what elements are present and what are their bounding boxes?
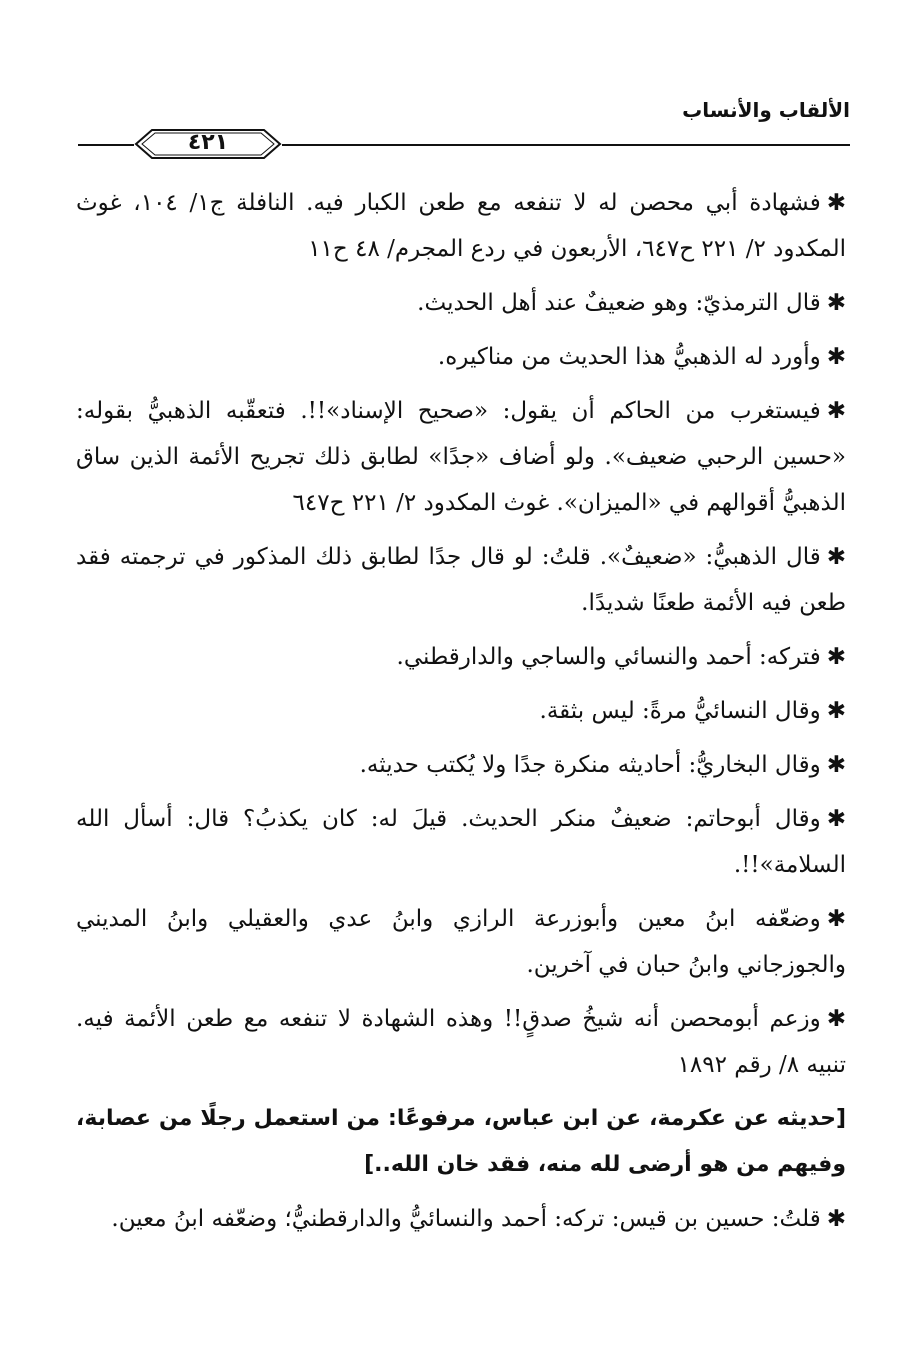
paragraph-text: وأورد له الذهبيُّ هذا الحديث من مناكيره. (437, 344, 821, 370)
asterisk-bullet: ✱ (826, 290, 846, 316)
hadith-quote-text: [حديثه عن عكرمة، عن ابن عباس، مرفوعًا: من استعمل رجلًا من عصابة، وفيهم من هو أرضى لله منه، فقد خان الله..] (76, 1106, 846, 1177)
page-number-frame (134, 126, 282, 162)
paragraph-text: فيستغرب من الحاكم أن يقول: «صحيح الإسناد»!!. فتعقّبه الذهبيُّ بقوله: «حسين الرحبي ضعيف». ولو أضاف «جدًا» لطابق ذلك تجريح الأئمة الذين ساق الذهبيُّ أقوالهم في «الميزان». غوث المكدود ٢/ ٢٢١ ح٦٤٧ (76, 398, 846, 516)
paragraph-text: وقال البخاريُّ: أحاديثه منكرة جدًا ولا يُكتب حديثه. (359, 752, 821, 778)
paragraph-text: فتركه: أحمد والنسائي والساجي والدارقطني. (396, 644, 821, 670)
paragraph-text: وقال النسائيُّ مرةً: ليس بثقة. (539, 698, 821, 724)
paragraph-text: فشهادة أبي محصن له لا تنفعه مع طعن الكبار فيه. النافلة ج١/ ١٠٤، غوث المكدود ٢/ ٢٢١ ح٦٤٧، الأربعون في ردع المجرم/ ٤٨ ح١١ (76, 190, 846, 262)
running-title: الألقاب والأنساب (682, 98, 850, 122)
page-body (76, 180, 846, 1250)
asterisk-bullet: ✱ (826, 644, 846, 670)
paragraph (76, 280, 846, 326)
asterisk-bullet: ✱ (826, 1006, 846, 1032)
paragraph (76, 896, 846, 988)
paragraph (76, 334, 846, 380)
paragraph (76, 180, 846, 272)
paragraph-text: قلتُ: حسين بن قيس: تركه: أحمد والنسائيُّ والدارقطنيُّ؛ وضعّفه ابنُ معين. (111, 1206, 821, 1232)
paragraph-text: قال الذهبيُّ: «ضعيفٌ». قلتُ: لو قال جدًا لطابق ذلك المذكور في ترجمته فقد طعن فيه الأئمة طعنًا شديدًا. (76, 544, 846, 616)
hadith-quote (76, 1096, 846, 1188)
page-number: ٤٢١ (187, 130, 229, 155)
asterisk-bullet: ✱ (826, 806, 846, 832)
paragraph (76, 796, 846, 888)
paragraph (76, 534, 846, 626)
paragraph (76, 1196, 846, 1242)
asterisk-bullet: ✱ (826, 398, 846, 424)
paragraph (76, 688, 846, 734)
asterisk-bullet: ✱ (826, 698, 846, 724)
paragraph (76, 742, 846, 788)
paragraph (76, 996, 846, 1088)
paragraph-text: وقال أبوحاتم: ضعيفٌ منكر الحديث. قيلَ له: كان يكذبُ؟ قال: أسأل الله السلامة»!!. (76, 806, 846, 878)
asterisk-bullet: ✱ (826, 752, 846, 778)
asterisk-bullet: ✱ (826, 906, 846, 932)
paragraph-text: وزعم أبومحصن أنه شيخُ صدقٍ!! وهذه الشهادة لا تنفعه مع طعن الأئمة فيه. تنبيه ٨/ رقم ١٨٩٢ (76, 1006, 846, 1078)
paragraph (76, 388, 846, 526)
asterisk-bullet: ✱ (826, 544, 846, 570)
asterisk-bullet: ✱ (826, 344, 846, 370)
paragraph-text: وضعّفه ابنُ معين وأبوزرعة الرازي وابنُ عدي والعقيلي وابنُ المديني والجوزجاني وابنُ حبان في آخرين. (76, 906, 846, 978)
asterisk-bullet: ✱ (826, 190, 846, 216)
paragraph (76, 634, 846, 680)
paragraph-text: قال الترمذيّ: وهو ضعيفٌ عند أهل الحديث. (417, 290, 821, 316)
asterisk-bullet: ✱ (826, 1206, 846, 1232)
page-header (78, 96, 850, 156)
